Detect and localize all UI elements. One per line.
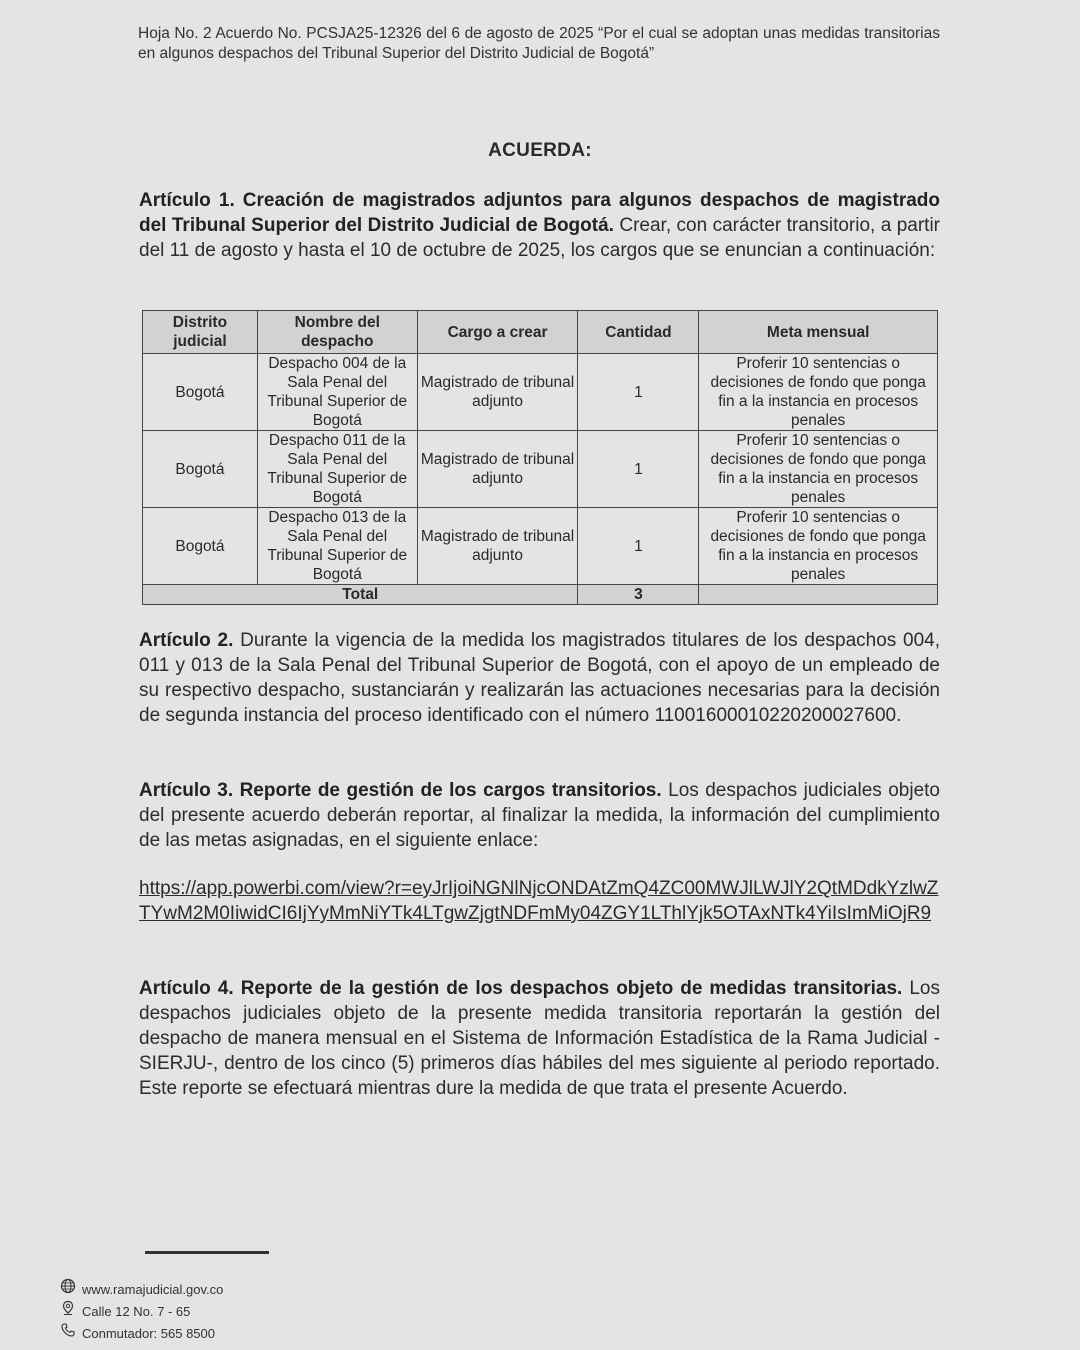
table-total-row bbox=[143, 585, 938, 605]
article-1-title: Artículo 1. Creación de magistrados adjuntos para algunos despachos de magistrado del Tribunal Superior del Distrito Judicial de Bogotá. bbox=[139, 190, 940, 236]
article-4 bbox=[139, 976, 940, 1101]
cell-meta: Proferir 10 sentencias o decisiones de fondo que ponga fin a la instancia en procesos penales bbox=[699, 431, 938, 508]
cell-cantidad: 1 bbox=[578, 431, 699, 508]
page-header: Hoja No. 2 Acuerdo No. PCSJA25-12326 del 6 de agosto de 2025 “Por el cual se adoptan unas medidas transitorias en algunos despachos del Tribunal Superior del Distrito Judicial de Bogotá” bbox=[138, 25, 940, 62]
total-value: 3 bbox=[578, 585, 699, 605]
header-distrito: Distrito judicial bbox=[143, 311, 258, 354]
header-cargo: Cargo a crear bbox=[417, 311, 578, 354]
cell-despacho: Despacho 004 de la Sala Penal del Tribunal Superior de Bogotá bbox=[257, 354, 417, 431]
footer-website[interactable]: www.ramajudicial.gov.co bbox=[82, 1281, 224, 1297]
article-2 bbox=[139, 628, 940, 728]
phone-icon bbox=[60, 1322, 76, 1344]
article-2-title: Artículo 2. bbox=[139, 630, 234, 651]
footer bbox=[60, 1278, 223, 1344]
header-meta: Meta mensual bbox=[699, 311, 938, 354]
footer-website-row bbox=[60, 1278, 223, 1300]
cell-meta: Proferir 10 sentencias o decisiones de fondo que ponga fin a la instancia en procesos penales bbox=[699, 508, 938, 585]
total-label: Total bbox=[143, 585, 578, 605]
article-3-body: Los despachos judiciales objeto del presente acuerdo deberán reportar, al finalizar la medida, la información del cumplimiento de las metas asignadas, en el siguiente enlace: bbox=[139, 780, 940, 851]
article-4-title: Artículo 4. Reporte de la gestión de los despachos objeto de medidas transitorias. bbox=[139, 978, 903, 999]
cell-cantidad: 1 bbox=[578, 354, 699, 431]
globe-icon bbox=[60, 1278, 76, 1300]
cell-cantidad: 1 bbox=[578, 508, 699, 585]
cell-cargo: Magistrado de tribunal adjunto bbox=[417, 431, 578, 508]
article-3 bbox=[139, 778, 940, 853]
cell-cargo: Magistrado de tribunal adjunto bbox=[417, 508, 578, 585]
total-empty-cell bbox=[699, 585, 938, 605]
cell-meta: Proferir 10 sentencias o decisiones de fondo que ponga fin a la instancia en procesos penales bbox=[699, 354, 938, 431]
acuerda-heading: ACUERDA: bbox=[488, 140, 592, 161]
footer-divider bbox=[145, 1251, 269, 1254]
location-pin-icon bbox=[60, 1300, 76, 1322]
cell-despacho: Despacho 011 de la Sala Penal del Tribunal Superior de Bogotá bbox=[257, 431, 417, 508]
footer-address-row bbox=[60, 1300, 223, 1322]
footer-address: Calle 12 No. 7 - 65 bbox=[82, 1303, 191, 1319]
cell-distrito: Bogotá bbox=[143, 354, 258, 431]
positions-table bbox=[142, 310, 938, 605]
table-row bbox=[143, 508, 938, 585]
article-3-title: Artículo 3. Reporte de gestión de los cargos transitorios. bbox=[139, 780, 662, 801]
cell-distrito: Bogotá bbox=[143, 508, 258, 585]
table-row bbox=[143, 431, 938, 508]
article-1 bbox=[139, 188, 940, 263]
powerbi-link[interactable]: https://app.powerbi.com/view?r=eyJrIjoiNGNlNjcONDAtZmQ4ZC00MWJlLWJlY2QtMDdkYzlwZTYwM2M0IiwidCI6IjYyMmNiYTk4LTgwZjgtNDFmMy04ZGY1LThlYjk5OTAxNTk4YiIsImMiOjR9 bbox=[139, 878, 939, 924]
table-row bbox=[143, 354, 938, 431]
table-header-row bbox=[143, 311, 938, 354]
footer-phone: Conmutador: 565 8500 bbox=[82, 1325, 215, 1341]
article-1-body: Crear, con carácter transitorio, a partir del 11 de agosto y hasta el 10 de octubre de 2025, los cargos que se enuncian a continuación: bbox=[139, 215, 940, 261]
footer-phone-row bbox=[60, 1322, 223, 1344]
cell-cargo: Magistrado de tribunal adjunto bbox=[417, 354, 578, 431]
header-cantidad: Cantidad bbox=[578, 311, 699, 354]
cell-distrito: Bogotá bbox=[143, 431, 258, 508]
article-4-body: Los despachos judiciales objeto de la presente medida transitoria reportarán la gestión del despacho de manera mensual en el Sistema de Información Estadística de la Rama Judicial -SIERJU-, dentro de los cinco (5) primeros días hábiles del mes siguiente al periodo reportado. Este reporte se efectuará mientras dure la medida de que trata el presente Acuerdo. bbox=[139, 978, 940, 1099]
article-2-body: Durante la vigencia de la medida los magistrados titulares de los despachos 004, 011 y 013 de la Sala Penal del Tribunal Superior de Bogotá, con el apoyo de un empleado de su respectivo despacho, sustanciarán y realizarán las actuaciones necesarias para la decisión de segunda instancia del proceso identificado con el número 11001600010220200027600. bbox=[139, 630, 941, 726]
cell-despacho: Despacho 013 de la Sala Penal del Tribunal Superior de Bogotá bbox=[257, 508, 417, 585]
header-despacho: Nombre del despacho bbox=[257, 311, 417, 354]
